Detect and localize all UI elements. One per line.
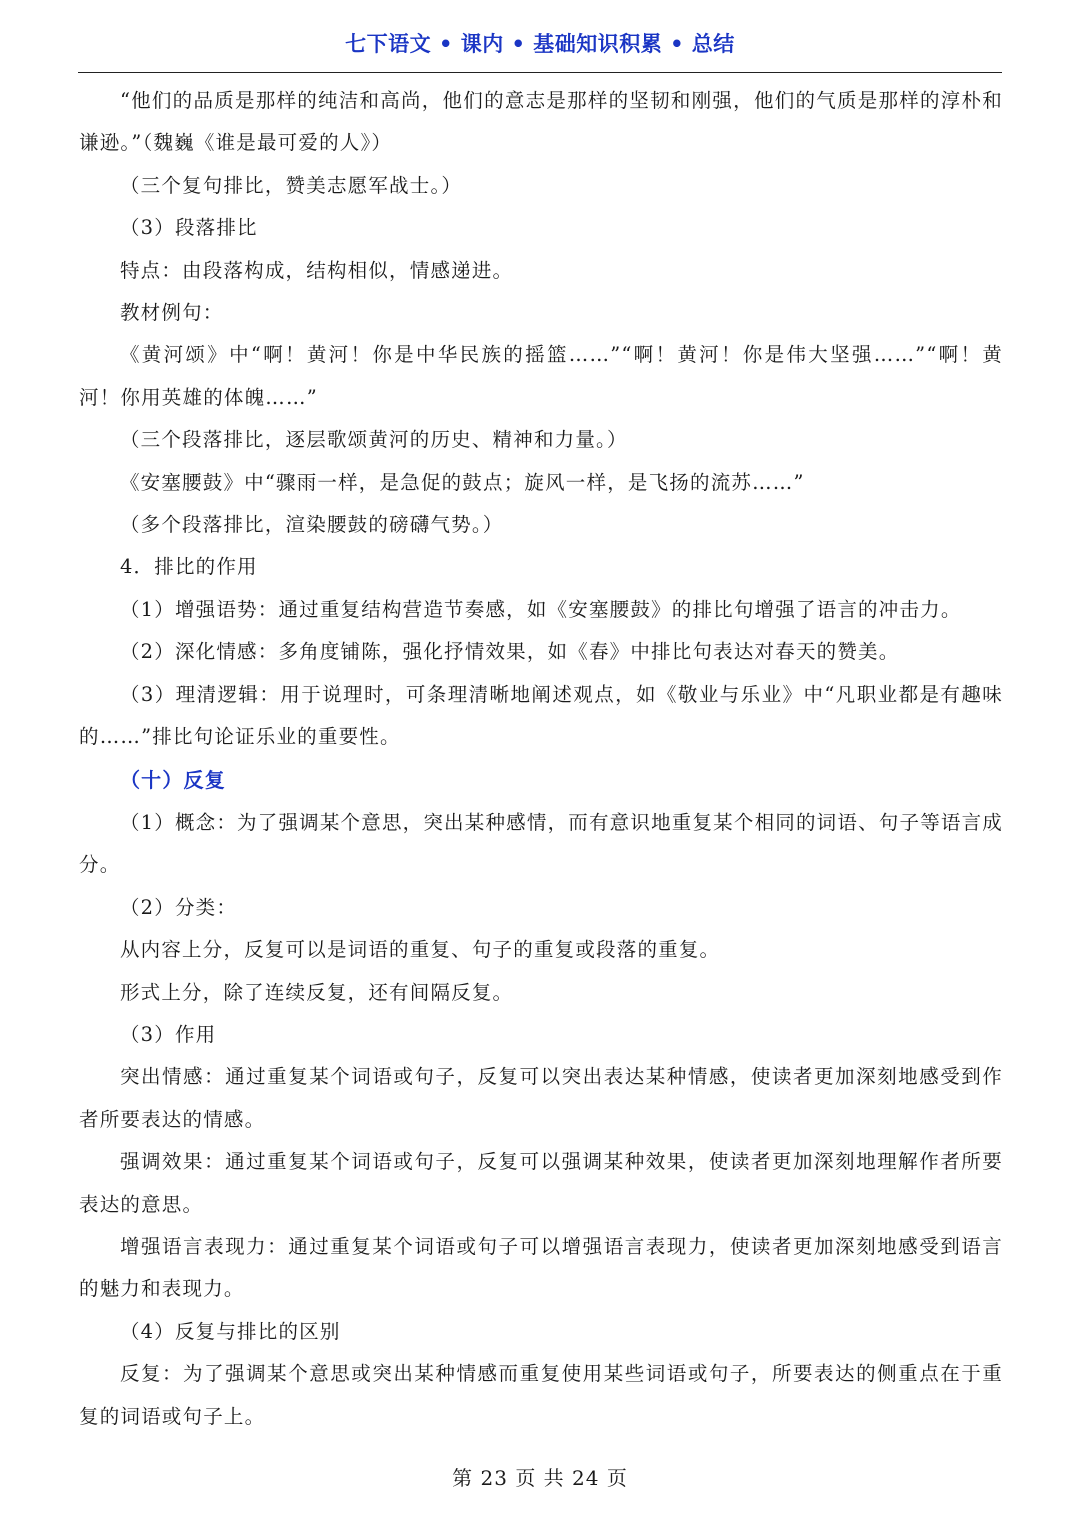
annotation-note: （三个复句排比，赞美志愿军战士。） [119,173,463,197]
effect-item: （1）增强语势：通过重复结构营造节奏感，如《安塞腰鼓》的排比句增强了语言的冲击力。 [119,597,962,621]
document-body [79,80,1003,1438]
classification-text: 从内容上分，反复可以是词语的重复、句子的重复或段落的重复。 [119,938,721,962]
section-heading-repetition: （十）反复 [119,767,226,792]
difference-label: （4）反复与排比的区别 [119,1319,341,1343]
concept-text: （1）概念：为了强调某个意思，突出某种感情，而有意识地重复某个相同的词语、句子等语言成分。 [79,810,1003,877]
classification-label: （2）分类： [119,895,238,919]
example-ansai-drum: 《安塞腰鼓》中“骤雨一样，是急促的鼓点；旋风一样，是飞扬的流苏……” [119,470,805,494]
page-header-title: 七下语文 • 课内 • 基础知识积累 • 总结 [345,32,735,56]
subheading-parallelism-effect: 4．排比的作用 [119,555,258,579]
function-item: 增强语言表现力：通过重复某个词语或句子可以增强语言表现力，使读者更加深刻地感受到语言的魅力和表现力。 [79,1234,1003,1301]
function-label: （3）作用 [119,1022,217,1046]
subheading-paragraph-parallelism: （3）段落排比 [119,216,258,240]
effect-item: （3）理清逻辑：用于说理时，可条理清晰地阐述观点，如《敬业与乐业》中“凡职业都是有趣味的……”排比句论证乐业的重要性。 [79,682,1003,749]
page-number: 第 23 页 共 24 页 [452,1466,628,1490]
difference-text: 反复：为了强调某个意思或突出某种情感而重复使用某些词语或句子，所要表达的侧重点在于重复的词语或句子上。 [79,1362,1003,1428]
function-item: 突出情感：通过重复某个词语或句子，反复可以突出表达某种情感，使读者更加深刻地感受到作者所要表达的情感。 [79,1065,1003,1131]
header-divider [78,72,1002,73]
quote-paragraph: “他们的品质是那样的纯洁和高尚，他们的意志是那样的坚韧和刚强，他们的气质是那样的淳朴和谦逊。”（魏巍《谁是最可爱的人》） [79,89,1003,155]
annotation-note: （三个段落排比，逐层歌颂黄河的历史、精神和力量。） [119,428,628,452]
example-huanghe: 《黄河颂》中“啊！黄河！你是中华民族的摇篮……”“啊！黄河！你是伟大坚强……”“啊！黄河！你用英雄的体魄……” [79,343,1003,409]
effect-item: （2）深化情感：多角度铺陈，强化抒情效果，如《春》中排比句表达对春天的赞美。 [119,640,900,664]
feature-text: 特点：由段落构成，结构相似，情感递进。 [119,258,514,282]
textbook-example-label: 教材例句： [119,301,224,325]
function-item: 强调效果：通过重复某个词语或句子，反复可以强调某种效果，使读者更加深刻地理解作者所要表达的意思。 [79,1150,1003,1216]
classification-text: 形式上分，除了连续反复，还有间隔反复。 [119,980,514,1004]
annotation-note: （多个段落排比，渲染腰鼓的磅礴气势。） [119,513,504,537]
